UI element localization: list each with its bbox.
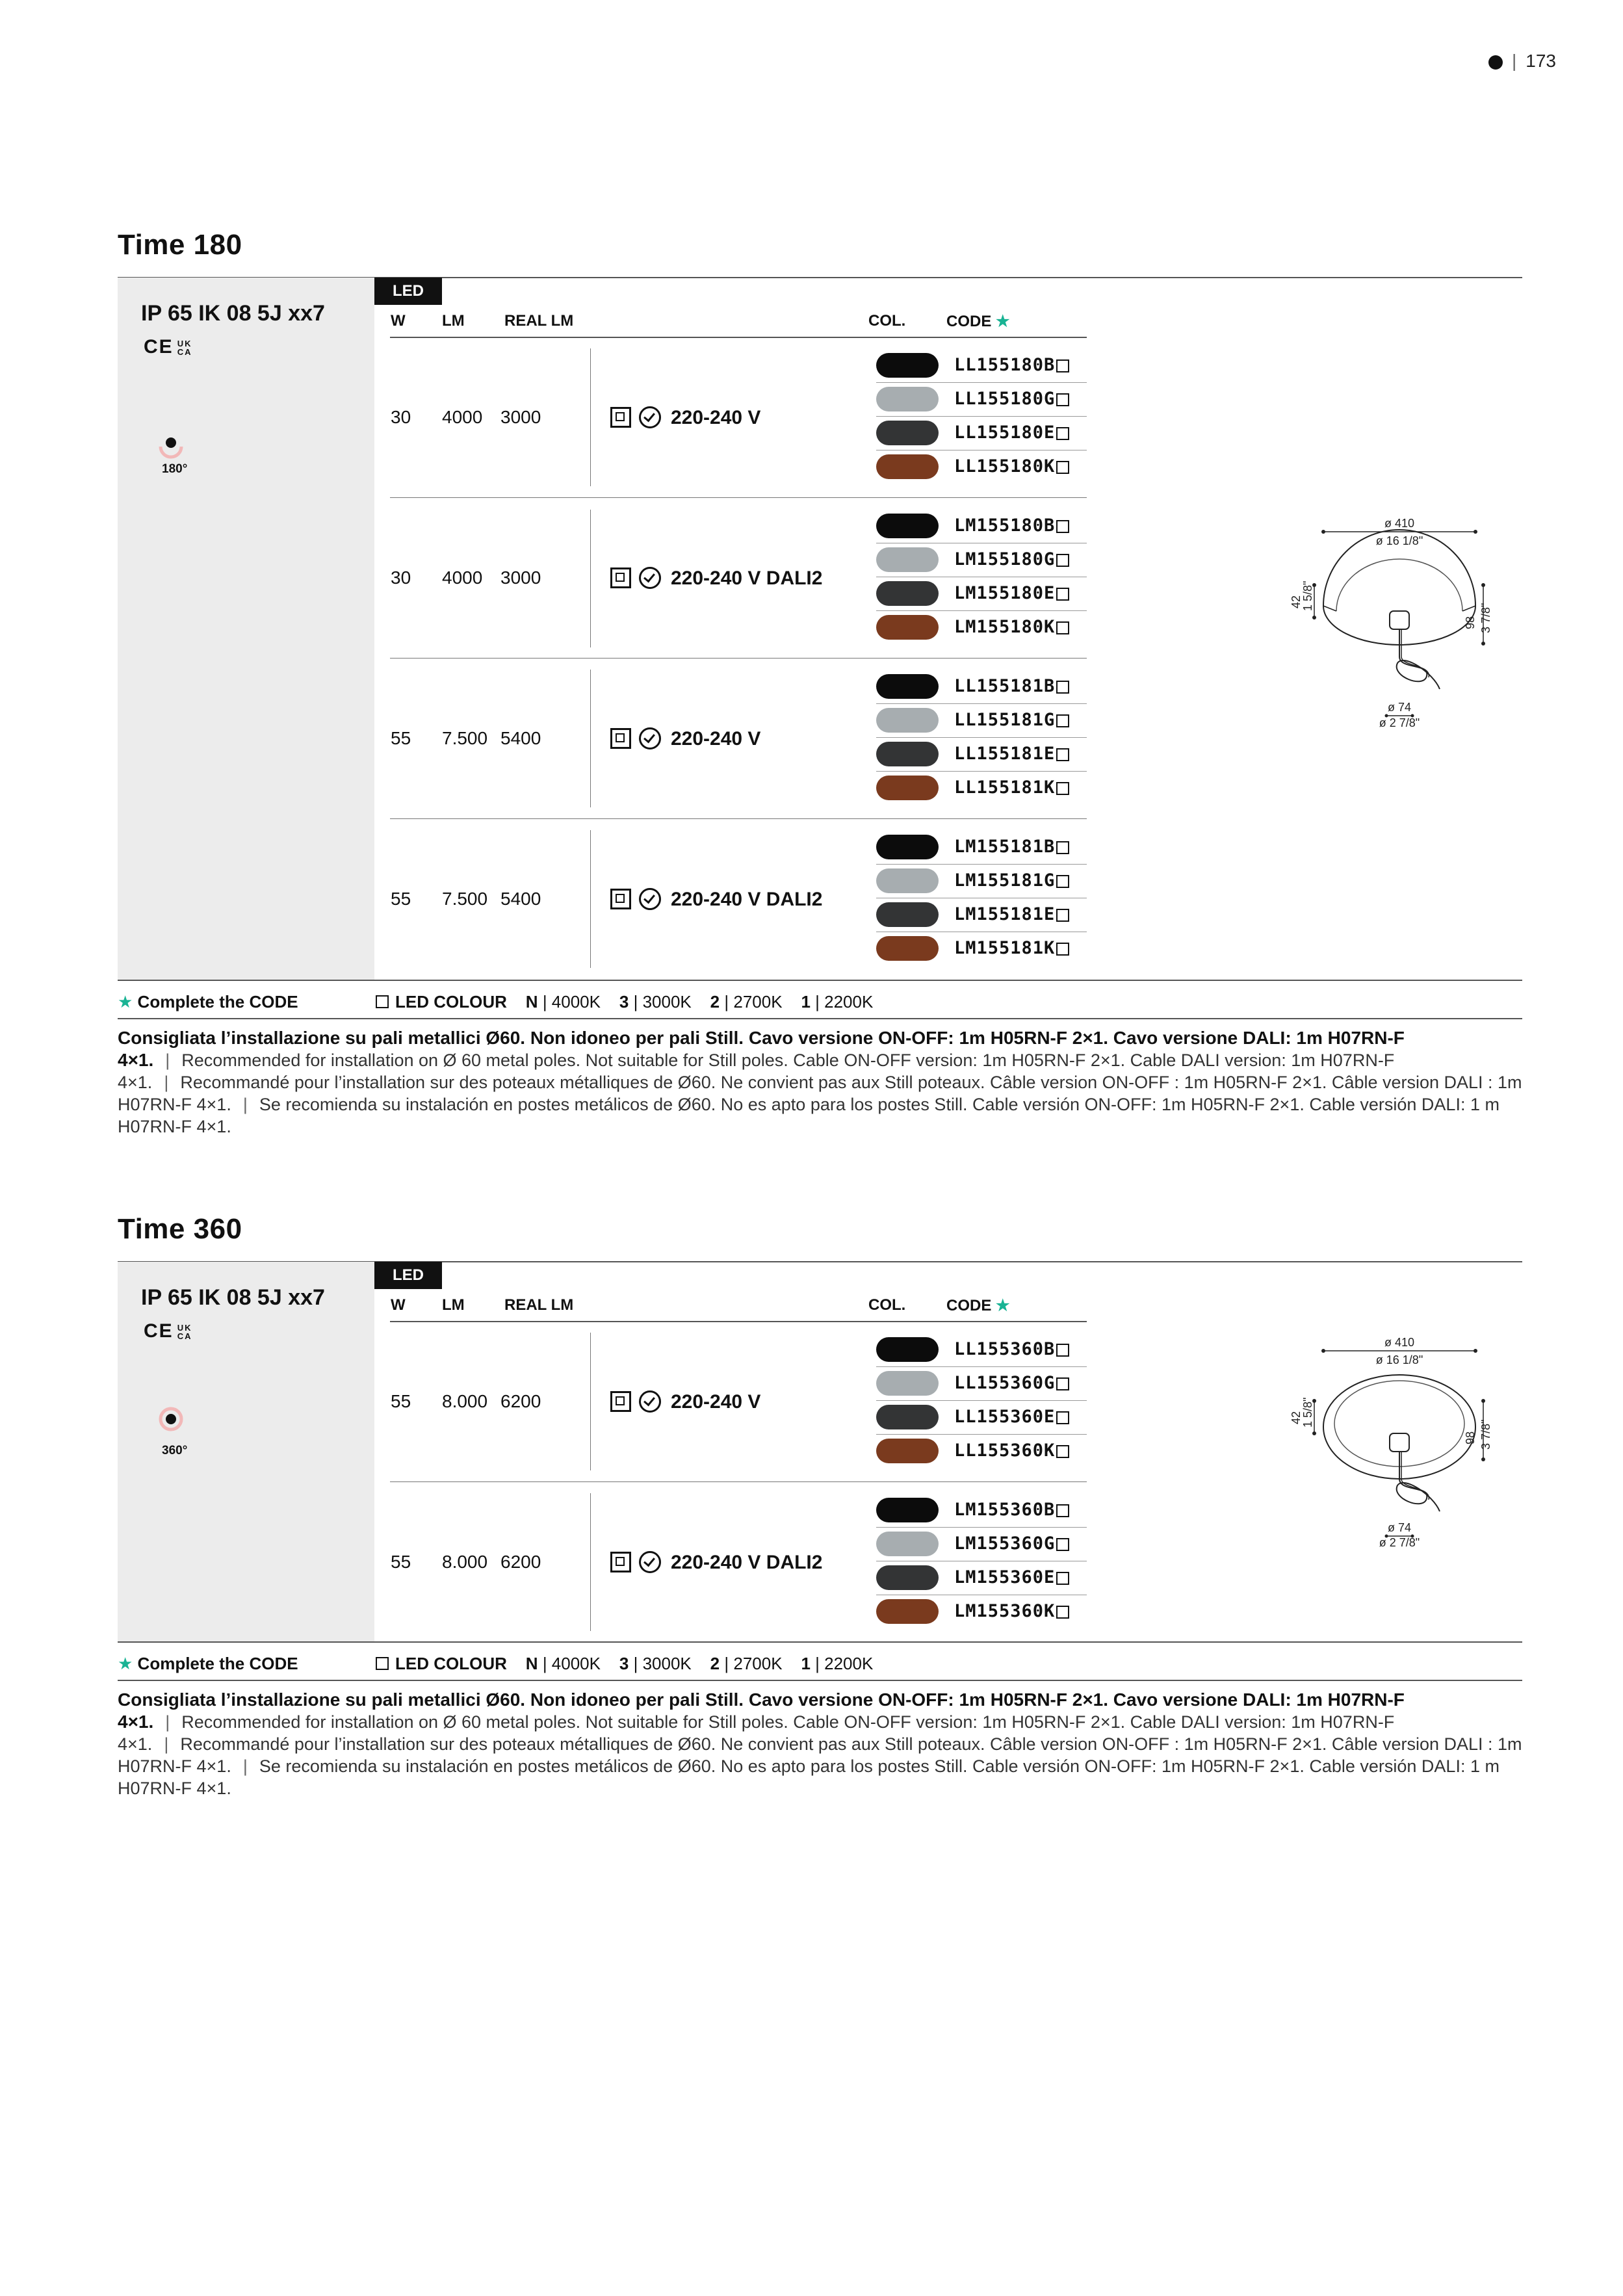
code-divider <box>876 382 1087 383</box>
code-divider <box>876 1434 1087 1435</box>
svg-text:1 5/8": 1 5/8" <box>1301 581 1314 611</box>
checkbox-icon <box>376 995 389 1008</box>
swatch-anthracite <box>876 581 939 606</box>
ukca-mark: UK CA <box>177 339 192 358</box>
code-divider <box>876 864 1087 865</box>
check-circle-icon <box>639 567 661 589</box>
voltage: 220-240 V <box>671 1391 761 1413</box>
column-divider <box>590 1493 591 1631</box>
swatch-black <box>876 514 939 538</box>
svg-text:ø 410: ø 410 <box>1384 517 1415 530</box>
real-lumen-value: 5400 <box>500 728 541 748</box>
header-col: COL. <box>868 312 906 330</box>
ip-rating: IP 65 IK 08 5J xx7 <box>141 301 325 326</box>
check-circle-icon <box>639 1390 661 1413</box>
swatch-corten <box>876 776 939 800</box>
swatch-anthracite <box>876 1405 939 1429</box>
swatch-black <box>876 1337 939 1362</box>
product-dimension-drawing <box>1274 514 1492 729</box>
ip-rating: IP 65 IK 08 5J xx7 <box>141 1285 325 1310</box>
real-lumen-value: 6200 <box>500 1552 541 1572</box>
svg-text:ø 410: ø 410 <box>1384 1336 1415 1349</box>
colour-checkbox <box>1056 748 1069 761</box>
real-lumen-value: 6200 <box>500 1391 541 1411</box>
product-code: LL155181E <box>954 744 1069 764</box>
complete-code-legend: ★ Complete the CODE <box>118 1654 298 1673</box>
swatch-black <box>876 353 939 378</box>
led-colour-legend: LED COLOUR N | 4000K 3 | 3000K 2 | 2700K 1 | 2200K <box>376 992 873 1012</box>
product-code: LL155180E <box>954 423 1069 443</box>
svg-text:42: 42 <box>1290 1411 1303 1424</box>
star-icon: ★ <box>996 1297 1010 1314</box>
note-en: Recommended for installation on Ø 60 metal poles. Not suitable for Still poles. Cable ON-OFF version: 1m H05RN-F 2×1. Cable DALI version: 1m H07RN-F 4×1. <box>118 1050 1395 1092</box>
swatch-grey <box>876 547 939 572</box>
svg-text:3 7/8": 3 7/8" <box>1479 1419 1492 1450</box>
class-ii-icon <box>610 728 631 749</box>
star-icon: ★ <box>996 313 1010 330</box>
note-en: Recommended for installation on Ø 60 metal poles. Not suitable for Still poles. Cable ON-OFF version: 1m H05RN-F 2×1. Cable DALI version: 1m H07RN-F 4×1. <box>118 1712 1395 1754</box>
code-divider <box>876 1366 1087 1367</box>
header-code: CODE ★ <box>946 1297 1010 1314</box>
voltage: 220-240 V DALI2 <box>671 889 823 910</box>
code-divider <box>876 703 1087 704</box>
table-header-line <box>390 1321 1087 1322</box>
product-code: LL155181K <box>954 777 1069 798</box>
colour-checkbox <box>1056 520 1069 533</box>
colour-checkbox <box>1056 681 1069 694</box>
swatch-anthracite <box>876 421 939 445</box>
colour-checkbox <box>1056 1411 1069 1424</box>
table-header-line <box>390 337 1087 338</box>
colour-checkbox <box>1056 909 1069 922</box>
product-code: LM155181B <box>954 837 1069 857</box>
svg-text:ø 16 1/8": ø 16 1/8" <box>1375 534 1423 547</box>
product-code: LM155181E <box>954 904 1069 924</box>
watt-value: 55 <box>391 1391 411 1411</box>
complete-code-legend: ★ Complete the CODE <box>118 992 298 1011</box>
column-divider <box>590 670 591 807</box>
class-ii-icon <box>610 407 631 428</box>
page-number-text: 173 <box>1526 51 1556 71</box>
product-dimension-drawing <box>1274 1333 1492 1549</box>
check-circle-icon <box>639 406 661 428</box>
swatch-corten <box>876 454 939 479</box>
led-tag: LED <box>374 1262 442 1289</box>
colour-checkbox <box>1056 714 1069 727</box>
lumen-value: 4000 <box>442 407 483 427</box>
note-it: Consigliata l’installazione su pali metallici Ø60. Non idoneo per pali Still. Cavo versione ON-OFF: 1m H05RN-F 2×1. Cavo versione DALI: 1m H07RN-F 4×1. <box>118 1028 1405 1070</box>
header-lm: LM <box>442 1296 465 1314</box>
swatch-corten <box>876 936 939 961</box>
swatch-anthracite <box>876 742 939 766</box>
product-code: LL155180G <box>954 389 1069 409</box>
colour-checkbox <box>1056 1538 1069 1551</box>
product-code: LL155180B <box>954 355 1069 375</box>
check-circle-icon <box>639 1551 661 1573</box>
product-code: LL155181G <box>954 710 1069 730</box>
column-divider <box>590 830 591 968</box>
header-real-lm: REAL LM <box>504 312 574 330</box>
section-title: Time 360 <box>118 1213 242 1245</box>
note-it: Consigliata l’installazione su pali metallici Ø60. Non idoneo per pali Still. Cavo versione ON-OFF: 1m H05RN-F 2×1. Cavo versione DALI: 1m H07RN-F 4×1. <box>118 1689 1405 1732</box>
svg-text:ø 2 7/8": ø 2 7/8" <box>1379 716 1420 729</box>
watt-value: 55 <box>391 889 411 909</box>
separator: | <box>1512 51 1517 71</box>
lumen-value: 8.000 <box>442 1391 488 1411</box>
class-ii-icon <box>610 1391 631 1412</box>
product-code: LM155360G <box>954 1533 1069 1554</box>
voltage: 220-240 V <box>671 728 761 750</box>
product-code: LM155180G <box>954 549 1069 569</box>
divider <box>118 980 1522 981</box>
header-w: W <box>391 1296 406 1314</box>
spec-panel <box>118 278 374 980</box>
product-code: LL155360K <box>954 1441 1069 1461</box>
certifications <box>144 1320 192 1342</box>
ce-mark: CE <box>144 1320 174 1342</box>
watt-value: 55 <box>391 1552 411 1572</box>
colour-checkbox <box>1056 427 1069 440</box>
column-divider <box>590 348 591 486</box>
swatch-grey <box>876 868 939 893</box>
swatch-corten <box>876 615 939 640</box>
colour-checkbox <box>1056 841 1069 854</box>
header-col: COL. <box>868 1296 906 1314</box>
colour-checkbox <box>1056 1572 1069 1585</box>
watt-value: 30 <box>391 567 411 588</box>
code-divider <box>876 1527 1087 1528</box>
lumen-value: 4000 <box>442 567 483 588</box>
header-code: CODE ★ <box>946 313 1010 330</box>
checkbox-icon <box>376 1657 389 1670</box>
swatch-anthracite <box>876 902 939 927</box>
svg-text:98: 98 <box>1464 616 1477 629</box>
note-es: Se recomienda su instalación en postes metálicos de Ø60. No es apto para los postes Still. Cable versión ON-OFF: 1m H05RN-F 2×1. Cable versión DALI: 1 m H07RN-F 4×1. <box>118 1095 1500 1136</box>
watt-value: 30 <box>391 407 411 427</box>
beam-angle: 360° <box>162 1444 188 1457</box>
class-ii-icon <box>610 567 631 588</box>
installation-note: Consigliata l’installazione su pali metallici Ø60. Non idoneo per pali Still. Cavo versione ON-OFF: 1m H05RN-F 2×1. Cavo versione DALI: 1m H07RN-F 4×1. | Recommended for installation on Ø 60 metal poles. Not suitable for Still poles. Cable ON-OFF version: 1m H05RN-F 2×1. Cable DALI version: 1m H07RN-F 4×1. | Recommandé pour l’installation sur des poteaux métalliques de Ø60. Ne convient pas aux Still poteaux. Câble version ON-OFF : 1m H05RN-F 2×1. Câble version DALI : 1m H07RN-F 4×1. | Se recomienda su instalación en postes metálicos de Ø60. No es apto para los postes Still. Cable versión ON-OFF: 1m H05RN-F 2×1. Cable versión DALI: 1 m H07RN-F 4×1. <box>118 1689 1522 1798</box>
colour-checkbox <box>1056 621 1069 634</box>
swatch-grey <box>876 1532 939 1556</box>
voltage: 220-240 V DALI2 <box>671 1552 823 1573</box>
colour-checkbox <box>1056 359 1069 372</box>
lumen-value: 7.500 <box>442 889 488 909</box>
row-divider <box>390 658 1087 659</box>
colour-checkbox <box>1056 1504 1069 1517</box>
header-real-lm: REAL LM <box>504 1296 574 1314</box>
watt-value: 55 <box>391 728 411 748</box>
colour-checkbox <box>1056 588 1069 601</box>
swatch-black <box>876 674 939 699</box>
check-circle-icon <box>639 888 661 910</box>
swatch-anthracite <box>876 1565 939 1590</box>
product-code: LL155181B <box>954 676 1069 696</box>
product-code: LM155180K <box>954 617 1069 637</box>
divider <box>118 1680 1522 1681</box>
product-code: LM155360B <box>954 1500 1069 1520</box>
beam-180-icon <box>158 432 184 458</box>
lumen-value: 7.500 <box>442 728 488 748</box>
product-code: LM155360E <box>954 1567 1069 1587</box>
product-code: LL155360G <box>954 1373 1069 1393</box>
swatch-corten <box>876 1439 939 1463</box>
product-code: LL155360E <box>954 1407 1069 1427</box>
svg-text:ø 74: ø 74 <box>1387 1521 1412 1534</box>
column-divider <box>590 1333 591 1470</box>
product-code: LL155180K <box>954 456 1069 476</box>
class-ii-icon <box>610 1552 631 1572</box>
swatch-grey <box>876 1371 939 1396</box>
lumen-value: 8.000 <box>442 1552 488 1572</box>
section-title: Time 180 <box>118 229 242 261</box>
svg-text:3 7/8": 3 7/8" <box>1479 603 1492 633</box>
colour-checkbox <box>1056 782 1069 795</box>
swatch-corten <box>876 1599 939 1624</box>
svg-text:ø 2 7/8": ø 2 7/8" <box>1379 1536 1420 1549</box>
swatch-black <box>876 1498 939 1522</box>
code-divider <box>876 416 1087 417</box>
colour-checkbox <box>1056 1445 1069 1458</box>
page-number <box>1488 51 1556 72</box>
row-divider <box>390 497 1087 498</box>
divider <box>118 1018 1522 1019</box>
code-divider <box>876 737 1087 738</box>
swatch-grey <box>876 708 939 733</box>
installation-note: Consigliata l’installazione su pali metallici Ø60. Non idoneo per pali Still. Cavo versione ON-OFF: 1m H05RN-F 2×1. Cavo versione DALI: 1m H07RN-F 4×1. | Recommended for installation on Ø 60 metal poles. Not suitable for Still poles. Cable ON-OFF version: 1m H05RN-F 2×1. Cable DALI version: 1m H07RN-F 4×1. | Recommandé pour l’installation sur des poteaux métalliques de Ø60. Ne convient pas aux Still poteaux. Câble version ON-OFF : 1m H05RN-F 2×1. Câble version DALI : 1m H07RN-F 4×1. | Se recomienda su instalación en postes metálicos de Ø60. No es apto para los postes Still. Cable versión ON-OFF: 1m H05RN-F 2×1. Cable versión DALI: 1 m H07RN-F 4×1. <box>118 1028 1522 1136</box>
class-ii-icon <box>610 889 631 909</box>
ukca-mark: UK CA <box>177 1323 192 1342</box>
swatch-grey <box>876 387 939 411</box>
colour-checkbox <box>1056 1606 1069 1619</box>
colour-checkbox <box>1056 1344 1069 1357</box>
spec-panel <box>118 1262 374 1641</box>
product-code: LM155181G <box>954 870 1069 891</box>
divider <box>118 1641 1522 1643</box>
product-code: LL155360B <box>954 1339 1069 1359</box>
note-fr: Recommandé pour l’installation sur des poteaux métalliques de Ø60. Ne convient pas aux Still poteaux. Câble version ON-OFF : 1m H05RN-F 2×1. Câble version DALI : 1m H07RN-F 4×1. <box>118 1073 1522 1114</box>
svg-text:1 5/8": 1 5/8" <box>1301 1397 1314 1428</box>
star-icon: ★ <box>118 992 133 1011</box>
led-tag: LED <box>374 278 442 305</box>
product-code: LM155360K <box>954 1601 1069 1621</box>
led-colour-legend: LED COLOUR N | 4000K 3 | 3000K 2 | 2700K 1 | 2200K <box>376 1654 873 1674</box>
voltage: 220-240 V <box>671 407 761 428</box>
column-divider <box>590 510 591 647</box>
colour-checkbox <box>1056 875 1069 888</box>
colour-checkbox <box>1056 1377 1069 1390</box>
header-lm: LM <box>442 312 465 330</box>
certifications <box>144 336 192 358</box>
ce-mark: CE <box>144 336 174 358</box>
svg-text:42: 42 <box>1290 595 1303 608</box>
code-divider <box>876 771 1087 772</box>
bullet-icon <box>1488 55 1503 70</box>
header-w: W <box>391 312 406 330</box>
real-lumen-value: 5400 <box>500 889 541 909</box>
product-code: LM155181K <box>954 938 1069 958</box>
beam-360-icon <box>158 1406 184 1432</box>
voltage: 220-240 V DALI2 <box>671 567 823 589</box>
row-divider <box>390 818 1087 819</box>
colour-checkbox <box>1056 461 1069 474</box>
colour-checkbox <box>1056 943 1069 956</box>
real-lumen-value: 3000 <box>500 567 541 588</box>
svg-text:ø 74: ø 74 <box>1387 701 1412 714</box>
beam-angle: 180° <box>162 462 188 476</box>
row-divider <box>390 1481 1087 1482</box>
code-divider <box>876 610 1087 611</box>
svg-text:98: 98 <box>1464 1431 1477 1444</box>
note-es: Se recomienda su instalación en postes metálicos de Ø60. No es apto para los postes Still. Cable versión ON-OFF: 1m H05RN-F 2×1. Cable versión DALI: 1 m H07RN-F 4×1. <box>118 1756 1500 1798</box>
product-code: LM155180E <box>954 583 1069 603</box>
check-circle-icon <box>639 727 661 750</box>
swatch-black <box>876 835 939 859</box>
real-lumen-value: 3000 <box>500 407 541 427</box>
star-icon: ★ <box>118 1654 133 1673</box>
note-fr: Recommandé pour l’installation sur des poteaux métalliques de Ø60. Ne convient pas aux Still poteaux. Câble version ON-OFF : 1m H05RN-F 2×1. Câble version DALI : 1m H07RN-F 4×1. <box>118 1734 1522 1776</box>
code-divider <box>876 1400 1087 1401</box>
product-code: LM155180B <box>954 515 1069 536</box>
svg-text:ø 16 1/8": ø 16 1/8" <box>1375 1353 1423 1366</box>
colour-checkbox <box>1056 554 1069 567</box>
colour-checkbox <box>1056 393 1069 406</box>
